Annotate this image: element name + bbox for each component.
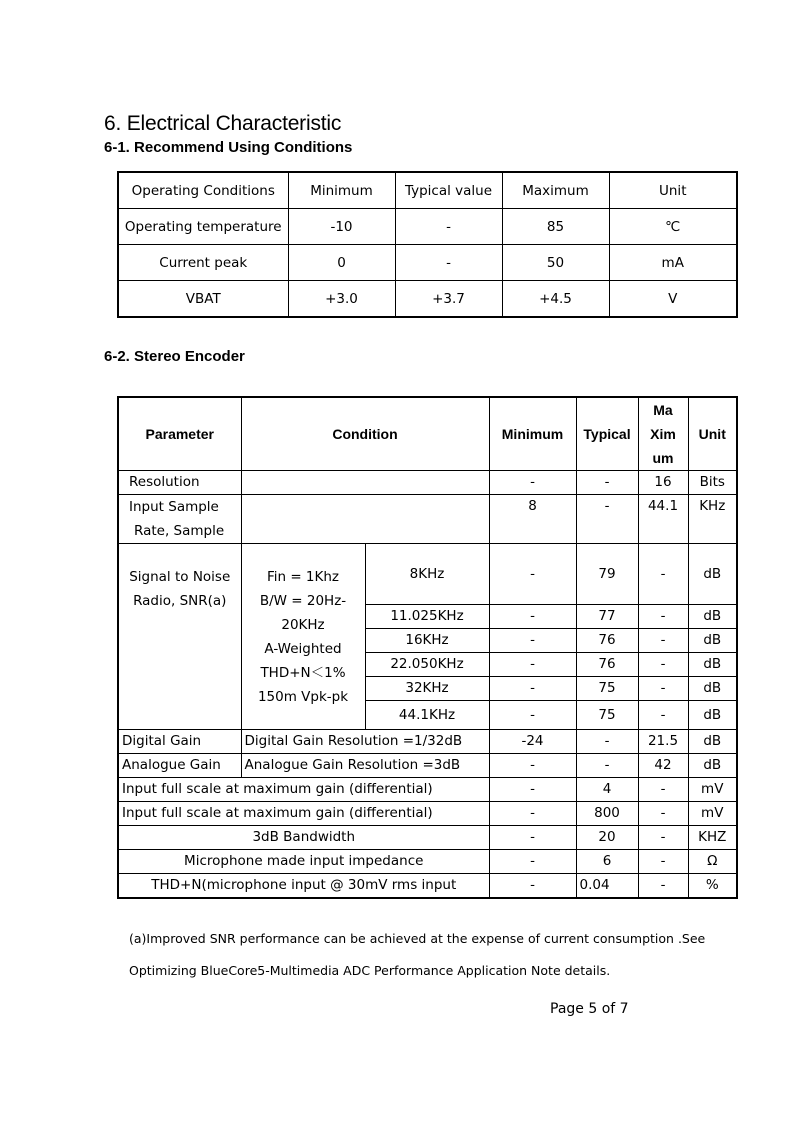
table-row	[118, 245, 737, 281]
table-row	[118, 209, 737, 245]
cell-line: Radio, SNR(a)	[133, 593, 227, 609]
table-cell: -	[489, 677, 576, 701]
table-cell: Current peak	[118, 245, 288, 281]
table-cell: 50	[502, 245, 609, 281]
header-cell: Parameter	[118, 397, 241, 471]
table-row	[118, 730, 737, 754]
cell-line: A-Weighted	[264, 641, 342, 657]
table-cell: -	[489, 850, 576, 874]
table-cell: 4	[576, 778, 638, 802]
table-cell: Digital Gain Resolution =1/32dB	[241, 730, 489, 754]
cell-line: B/W = 20Hz-	[259, 593, 347, 609]
table-cell: V	[609, 281, 737, 318]
table-cell: 79	[576, 544, 638, 605]
table-row	[118, 778, 737, 802]
table-cell: 42	[638, 754, 688, 778]
table-cell	[118, 544, 241, 730]
header-cell	[638, 397, 688, 471]
table-row	[118, 495, 737, 544]
table-cell: -	[395, 209, 502, 245]
header-cell: Minimum	[288, 172, 395, 209]
table-cell: KHZ	[688, 826, 737, 850]
table-cell: -24	[489, 730, 576, 754]
table-cell: 75	[576, 701, 638, 730]
table-cell: dB	[688, 701, 737, 730]
table-cell: 44.1KHz	[365, 701, 489, 730]
table-cell: Bits	[688, 471, 737, 495]
table-cell: -	[489, 802, 576, 826]
table-cell: -	[489, 754, 576, 778]
cell-line: 150m Vpk-pk	[257, 689, 349, 705]
header-cell: Condition	[241, 397, 489, 471]
table-cell: 16KHz	[365, 629, 489, 653]
cell-line: 20KHz	[281, 617, 325, 633]
table-cell: -	[638, 826, 688, 850]
table-cell: Microphone made input impedance	[118, 850, 489, 874]
header-cell: Minimum	[489, 397, 576, 471]
table-cell: Input full scale at maximum gain (differential)	[118, 778, 489, 802]
table-cell: mV	[688, 802, 737, 826]
table-cell: -10	[288, 209, 395, 245]
table-cell: -	[395, 245, 502, 281]
table-cell: Operating temperature	[118, 209, 288, 245]
table-row	[118, 544, 737, 605]
table-cell: 76	[576, 653, 638, 677]
header-line: Ma	[653, 402, 673, 418]
table-cell: ℃	[609, 209, 737, 245]
table-cell: 3dB Bandwidth	[118, 826, 489, 850]
cell-line: THD+N＜1%	[260, 665, 346, 681]
table-cell: Analogue Gain	[118, 754, 241, 778]
table-header-row	[118, 397, 737, 471]
page-number: Page 5 of 7	[550, 1001, 629, 1017]
table-cell: THD+N(microphone input @ 30mV rms input	[118, 874, 489, 899]
table-cell: -	[638, 544, 688, 605]
cell-line: Rate, Sample	[134, 523, 225, 539]
table-cell: -	[576, 495, 638, 544]
table-cell: 77	[576, 605, 638, 629]
cell-line: Input Sample	[129, 499, 219, 515]
table-cell: -	[638, 850, 688, 874]
cell-line: Signal to Noise	[129, 569, 231, 585]
table-cell: dB	[688, 730, 737, 754]
table-cell: -	[638, 874, 688, 899]
table-cell: 20	[576, 826, 638, 850]
section-heading-2: 6-2. Stereo Encoder	[104, 348, 245, 365]
stereo-encoder-table	[117, 396, 738, 899]
table-cell: 11.025KHz	[365, 605, 489, 629]
table-cell: +4.5	[502, 281, 609, 318]
table-cell: dB	[688, 544, 737, 605]
table-cell: -	[576, 471, 638, 495]
table-cell: -	[638, 653, 688, 677]
table-cell: Input full scale at maximum gain (differential)	[118, 802, 489, 826]
table-cell: -	[489, 874, 576, 899]
table-cell: 32KHz	[365, 677, 489, 701]
table-cell: -	[638, 802, 688, 826]
cell-line: Fin = 1Khz	[266, 569, 340, 585]
header-cell: Maximum	[502, 172, 609, 209]
table-cell: Digital Gain	[118, 730, 241, 754]
table-cell: Analogue Gain Resolution =3dB	[241, 754, 489, 778]
table-cell: -	[638, 629, 688, 653]
page-title: 6. Electrical Characteristic	[104, 112, 342, 135]
table-cell: KHz	[688, 495, 737, 544]
table-cell: 6	[576, 850, 638, 874]
table-cell: 0	[288, 245, 395, 281]
table-cell: VBAT	[118, 281, 288, 318]
table-cell	[241, 544, 365, 730]
table-cell: 800	[576, 802, 638, 826]
table-cell: 21.5	[638, 730, 688, 754]
table-cell: 0.04	[576, 874, 638, 899]
table-cell: 8KHz	[365, 544, 489, 605]
header-line: um	[652, 450, 674, 466]
table-row	[118, 754, 737, 778]
table-cell: -	[489, 826, 576, 850]
table-cell: -	[489, 653, 576, 677]
table-cell: 22.050KHz	[365, 653, 489, 677]
table-cell: -	[576, 754, 638, 778]
table-cell: -	[638, 605, 688, 629]
header-cell: Typical	[576, 397, 638, 471]
table-cell: +3.0	[288, 281, 395, 318]
table-header-row	[118, 172, 737, 209]
table-cell: +3.7	[395, 281, 502, 318]
table-cell: 44.1	[638, 495, 688, 544]
table-row	[118, 802, 737, 826]
table-cell: -	[576, 730, 638, 754]
table-row	[118, 850, 737, 874]
operating-conditions-table	[117, 171, 738, 318]
table-cell: dB	[688, 677, 737, 701]
table-row	[118, 874, 737, 899]
table-cell: -	[489, 629, 576, 653]
table-cell: dB	[688, 605, 737, 629]
table-cell: mA	[609, 245, 737, 281]
table-cell: 76	[576, 629, 638, 653]
table-cell: %	[688, 874, 737, 899]
table-cell: -	[638, 677, 688, 701]
header-cell: Typical value	[395, 172, 502, 209]
table-cell: 8	[489, 495, 576, 544]
section-heading-1: 6-1. Recommend Using Conditions	[104, 139, 353, 156]
table-cell	[241, 495, 489, 544]
footnote-line-2: Optimizing BlueCore5-Multimedia ADC Performance Application Note details.	[129, 963, 611, 978]
table-cell: dB	[688, 653, 737, 677]
table-cell: -	[489, 471, 576, 495]
header-cell: Unit	[609, 172, 737, 209]
table-cell: -	[489, 701, 576, 730]
table-cell: 16	[638, 471, 688, 495]
table-row	[118, 826, 737, 850]
table-cell: -	[489, 778, 576, 802]
table-cell: 85	[502, 209, 609, 245]
footnote-line-1: (a)Improved SNR performance can be achieved at the expense of current consumption .See	[129, 931, 706, 946]
header-line: Xim	[650, 426, 676, 442]
table-cell: -	[638, 701, 688, 730]
table-cell: Ω	[688, 850, 737, 874]
table-cell: Resolution	[118, 471, 241, 495]
table-cell: 75	[576, 677, 638, 701]
table-row	[118, 471, 737, 495]
table-cell: dB	[688, 754, 737, 778]
table-cell: dB	[688, 629, 737, 653]
table-cell	[241, 471, 489, 495]
header-cell: Unit	[688, 397, 737, 471]
table-cell	[118, 495, 241, 544]
table-cell: -	[489, 605, 576, 629]
table-cell: mV	[688, 778, 737, 802]
table-cell: -	[489, 544, 576, 605]
table-cell: -	[638, 778, 688, 802]
header-cell: Operating Conditions	[118, 172, 288, 209]
table-row	[118, 281, 737, 318]
